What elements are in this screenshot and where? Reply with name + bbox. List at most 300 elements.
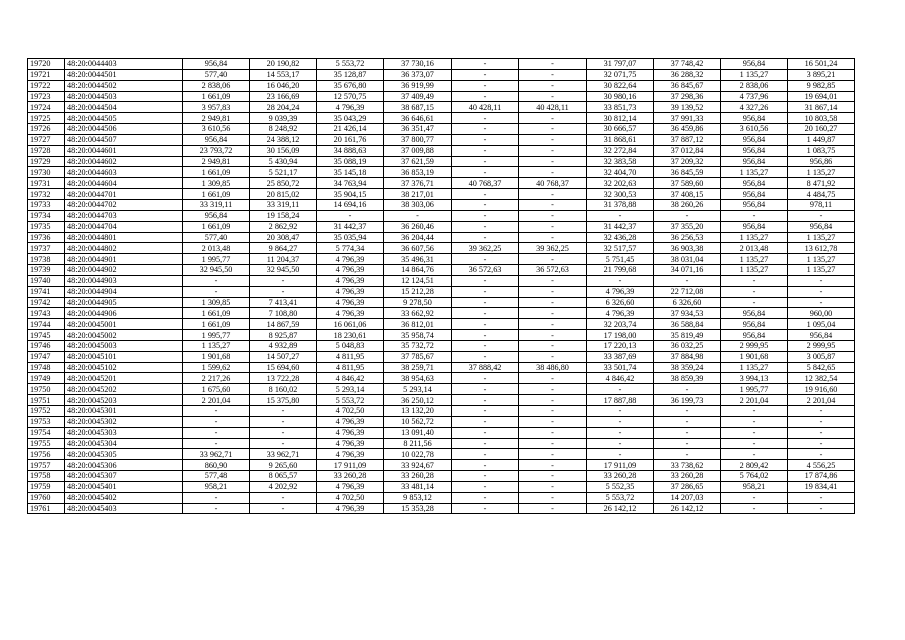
cell-value-2: - [250, 275, 317, 286]
cell-value-3: 4 796,39 [317, 297, 384, 308]
cell-value-6: - [519, 330, 587, 341]
cell-value-8: 36 199,73 [654, 395, 721, 406]
cell-cadastral-number: 48:20:0045302 [65, 416, 183, 427]
cell-value-2: 13 722,28 [250, 373, 317, 384]
cell-value-6: - [519, 80, 587, 91]
cell-value-4: 15 212,28 [384, 286, 452, 297]
cell-value-6: - [519, 460, 587, 471]
cell-value-4: 35 732,72 [384, 340, 452, 351]
cell-value-5: - [452, 210, 519, 221]
cell-value-8: 36 459,86 [654, 124, 721, 135]
table-row [28, 243, 855, 254]
cell-value-2: 8 248,92 [250, 124, 317, 135]
cell-cadastral-number: 48:20:0044901 [65, 254, 183, 265]
cell-value-1: - [183, 416, 250, 427]
cell-value-10: 4 556,25 [788, 460, 855, 471]
cell-value-5: - [452, 460, 519, 471]
cell-value-8: 22 712,08 [654, 286, 721, 297]
cell-value-5: - [452, 438, 519, 449]
cell-value-7: - [587, 438, 654, 449]
cell-row-number: 19758 [28, 471, 65, 482]
table-row [28, 406, 855, 417]
cell-value-2: - [250, 438, 317, 449]
cell-value-10: 2 201,04 [788, 395, 855, 406]
cell-value-7: 4 846,42 [587, 373, 654, 384]
cell-value-5: - [452, 503, 519, 514]
cell-value-8: 37 286,65 [654, 481, 721, 492]
cell-value-6: - [519, 59, 587, 70]
cell-value-6: 40 428,11 [519, 102, 587, 113]
cell-cadastral-number: 48:20:0044505 [65, 113, 183, 124]
cell-value-6: - [519, 124, 587, 135]
cell-row-number: 19732 [28, 189, 65, 200]
cell-value-10: 3 005,87 [788, 351, 855, 362]
cell-value-7: 31 797,07 [587, 59, 654, 70]
cell-value-1: 1 599,62 [183, 362, 250, 373]
cell-value-4: - [384, 210, 452, 221]
cell-row-number: 19740 [28, 275, 65, 286]
cell-value-8: 37 934,53 [654, 308, 721, 319]
cell-value-5: - [452, 286, 519, 297]
cell-value-5: - [452, 59, 519, 70]
cell-cadastral-number: 48:20:0044602 [65, 156, 183, 167]
cell-value-2: 25 850,72 [250, 178, 317, 189]
cell-cadastral-number: 48:20:0044601 [65, 145, 183, 156]
cell-value-3: 4 796,39 [317, 416, 384, 427]
cell-value-4: 10 022,78 [384, 449, 452, 460]
cell-value-3: 35 904,15 [317, 189, 384, 200]
cell-value-9: 956,84 [721, 134, 788, 145]
table-row [28, 384, 855, 395]
cell-value-4: 8 211,56 [384, 438, 452, 449]
cell-row-number: 19755 [28, 438, 65, 449]
cell-row-number: 19749 [28, 373, 65, 384]
cell-value-7: - [587, 275, 654, 286]
cell-value-5: - [452, 69, 519, 80]
cell-value-3: 5 048,83 [317, 340, 384, 351]
cell-value-8: 37 589,60 [654, 178, 721, 189]
cell-value-9: - [721, 286, 788, 297]
cell-value-6: - [519, 145, 587, 156]
cell-value-1: 1 309,85 [183, 178, 250, 189]
cell-value-8: - [654, 449, 721, 460]
cell-value-8: 35 819,49 [654, 330, 721, 341]
table-row [28, 330, 855, 341]
cell-value-8: - [654, 406, 721, 417]
cell-value-9: 956,84 [721, 59, 788, 70]
cell-value-7: 5 751,45 [587, 254, 654, 265]
cell-value-6: - [519, 275, 587, 286]
cell-value-8: 36 588,84 [654, 319, 721, 330]
cell-row-number: 19723 [28, 91, 65, 102]
cell-value-4: 37 409,49 [384, 91, 452, 102]
cell-value-2: 33 319,11 [250, 199, 317, 210]
cell-value-9: - [721, 297, 788, 308]
cell-value-6: - [519, 340, 587, 351]
cell-cadastral-number: 48:20:0044704 [65, 221, 183, 232]
cell-value-9: 2 201,04 [721, 395, 788, 406]
table-row [28, 145, 855, 156]
cell-value-8: 14 207,03 [654, 492, 721, 503]
cell-value-7: 31 442,37 [587, 221, 654, 232]
cell-value-7: 33 387,69 [587, 351, 654, 362]
cell-value-3: 4 796,39 [317, 254, 384, 265]
cell-value-4: 14 864,76 [384, 265, 452, 276]
cell-value-1: 2 838,06 [183, 80, 250, 91]
cell-value-4: 33 924,67 [384, 460, 452, 471]
cell-value-10: 31 867,14 [788, 102, 855, 113]
cell-value-3: 4 796,39 [317, 427, 384, 438]
cell-value-1: - [183, 275, 250, 286]
cell-value-9: - [721, 210, 788, 221]
table-row [28, 438, 855, 449]
cell-value-7: 32 436,28 [587, 232, 654, 243]
cell-cadastral-number: 48:20:0044801 [65, 232, 183, 243]
cell-value-4: 36 919,99 [384, 80, 452, 91]
cell-value-5: - [452, 319, 519, 330]
cell-value-8: 37 209,32 [654, 156, 721, 167]
cell-value-2: 4 202,92 [250, 481, 317, 492]
cell-value-6: - [519, 319, 587, 330]
cell-value-4: 36 204,44 [384, 232, 452, 243]
cell-value-1: 2 013,48 [183, 243, 250, 254]
cell-value-10: - [788, 492, 855, 503]
cell-cadastral-number: 48:20:0044503 [65, 91, 183, 102]
cell-value-2: 14 553,17 [250, 69, 317, 80]
cell-value-6: - [519, 189, 587, 200]
cell-value-1: 1 661,09 [183, 189, 250, 200]
cell-value-2: - [250, 503, 317, 514]
cell-value-6: - [519, 232, 587, 243]
cell-value-5: - [452, 416, 519, 427]
cell-value-7: - [587, 416, 654, 427]
cell-value-3: 34 763,94 [317, 178, 384, 189]
cell-value-2: 20 308,47 [250, 232, 317, 243]
cell-value-8: 36 032,25 [654, 340, 721, 351]
cell-value-8: - [654, 427, 721, 438]
cell-row-number: 19726 [28, 124, 65, 135]
cell-cadastral-number: 48:20:0045102 [65, 362, 183, 373]
cell-value-9: 1 135,27 [721, 167, 788, 178]
cell-value-2: 9 864,27 [250, 243, 317, 254]
cell-value-3: 35 088,19 [317, 156, 384, 167]
cell-cadastral-number: 48:20:0044703 [65, 210, 183, 221]
cell-value-3: 4 796,39 [317, 449, 384, 460]
cell-value-6: - [519, 221, 587, 232]
cell-value-7: - [587, 427, 654, 438]
cell-value-1: 33 319,11 [183, 199, 250, 210]
table-row [28, 427, 855, 438]
cell-value-1: 1 661,09 [183, 308, 250, 319]
cell-value-8: - [654, 438, 721, 449]
cell-value-9: - [721, 406, 788, 417]
cell-cadastral-number: 48:20:0044604 [65, 178, 183, 189]
cell-value-5: 36 572,63 [452, 265, 519, 276]
cell-value-8: 38 031,04 [654, 254, 721, 265]
cell-value-2: - [250, 427, 317, 438]
cell-value-10: 17 874,86 [788, 471, 855, 482]
cell-value-5: - [452, 406, 519, 417]
cell-row-number: 19747 [28, 351, 65, 362]
cell-value-4: 38 259,71 [384, 362, 452, 373]
cell-value-9: 1 135,27 [721, 232, 788, 243]
cell-value-5: - [452, 308, 519, 319]
cell-value-2: 28 204,24 [250, 102, 317, 113]
cell-value-7: 17 220,13 [587, 340, 654, 351]
cell-value-7: 31 378,88 [587, 199, 654, 210]
cell-value-8: 37 887,12 [654, 134, 721, 145]
cell-value-8: 37 355,20 [654, 221, 721, 232]
cell-value-6: - [519, 395, 587, 406]
cell-row-number: 19733 [28, 199, 65, 210]
data-table [27, 58, 855, 514]
cell-value-7: 32 071,75 [587, 69, 654, 80]
cell-value-9: 4 327,26 [721, 102, 788, 113]
cell-value-9: 956,84 [721, 145, 788, 156]
cell-value-1: - [183, 503, 250, 514]
cell-value-10: 3 895,21 [788, 69, 855, 80]
cell-cadastral-number: 48:20:0044502 [65, 80, 183, 91]
cell-value-2: 4 932,89 [250, 340, 317, 351]
cell-value-5: 37 888,42 [452, 362, 519, 373]
cell-value-1: - [183, 406, 250, 417]
cell-row-number: 19743 [28, 308, 65, 319]
cell-value-5: - [452, 145, 519, 156]
cell-value-1: 860,90 [183, 460, 250, 471]
cell-cadastral-number: 48:20:0044501 [65, 69, 183, 80]
cell-value-7: - [587, 406, 654, 417]
cell-value-7: 30 980,16 [587, 91, 654, 102]
cell-value-6: - [519, 427, 587, 438]
cell-value-10: 1 135,27 [788, 167, 855, 178]
cell-row-number: 19722 [28, 80, 65, 91]
cell-value-2: 20 815,02 [250, 189, 317, 200]
cell-row-number: 19754 [28, 427, 65, 438]
cell-row-number: 19745 [28, 330, 65, 341]
cell-value-2: 14 507,27 [250, 351, 317, 362]
cell-value-3: 5 293,14 [317, 384, 384, 395]
cell-value-8: - [654, 384, 721, 395]
cell-row-number: 19724 [28, 102, 65, 113]
cell-value-3: 35 035,94 [317, 232, 384, 243]
table-row [28, 69, 855, 80]
cell-value-6: - [519, 406, 587, 417]
cell-value-1: 1 995,77 [183, 254, 250, 265]
cell-value-7: 21 799,68 [587, 265, 654, 276]
cell-value-9: - [721, 503, 788, 514]
cell-value-7: 26 142,12 [587, 503, 654, 514]
cell-value-7: 32 272,84 [587, 145, 654, 156]
cell-value-5: - [452, 492, 519, 503]
cell-value-2: 15 375,80 [250, 395, 317, 406]
cell-value-7: 33 851,73 [587, 102, 654, 113]
cell-value-5: - [452, 471, 519, 482]
cell-value-10: 956,84 [788, 221, 855, 232]
cell-value-10: 13 612,78 [788, 243, 855, 254]
cell-value-6: - [519, 492, 587, 503]
cell-value-3: 4 796,39 [317, 275, 384, 286]
cell-value-1: 956,84 [183, 210, 250, 221]
cell-value-10: 5 842,65 [788, 362, 855, 373]
cell-value-7: 30 822,64 [587, 80, 654, 91]
cell-value-7: 32 383,58 [587, 156, 654, 167]
table-row [28, 373, 855, 384]
cell-value-4: 37 800,77 [384, 134, 452, 145]
table-row [28, 59, 855, 70]
cell-value-6: - [519, 91, 587, 102]
table-row [28, 156, 855, 167]
table-row [28, 178, 855, 189]
cell-value-5: - [452, 395, 519, 406]
cell-value-5: - [452, 167, 519, 178]
cell-row-number: 19742 [28, 297, 65, 308]
cell-value-8: 26 142,12 [654, 503, 721, 514]
cell-row-number: 19760 [28, 492, 65, 503]
cell-value-6: 38 486,80 [519, 362, 587, 373]
cell-row-number: 19721 [28, 69, 65, 80]
cell-value-3: 31 442,37 [317, 221, 384, 232]
cell-value-3: 4 796,39 [317, 286, 384, 297]
cell-row-number: 19725 [28, 113, 65, 124]
cell-row-number: 19728 [28, 145, 65, 156]
table-row [28, 286, 855, 297]
cell-value-1: 3 610,56 [183, 124, 250, 135]
cell-value-4: 38 217,01 [384, 189, 452, 200]
cell-value-4: 10 562,72 [384, 416, 452, 427]
cell-value-10: 19 916,60 [788, 384, 855, 395]
cell-value-9: 1 995,77 [721, 384, 788, 395]
cell-value-6: - [519, 471, 587, 482]
table-row [28, 167, 855, 178]
cell-value-5: 40 768,37 [452, 178, 519, 189]
cell-cadastral-number: 48:20:0045202 [65, 384, 183, 395]
table-row [28, 471, 855, 482]
cell-value-4: 9 853,12 [384, 492, 452, 503]
cell-value-8: 37 748,42 [654, 59, 721, 70]
table-row [28, 124, 855, 135]
cell-value-7: - [587, 210, 654, 221]
cell-value-1: 577,40 [183, 232, 250, 243]
cell-value-6: - [519, 297, 587, 308]
cell-cadastral-number: 48:20:0044702 [65, 199, 183, 210]
cell-cadastral-number: 48:20:0044603 [65, 167, 183, 178]
cell-value-3: 5 774,34 [317, 243, 384, 254]
cell-value-1: 1 309,85 [183, 297, 250, 308]
cell-value-5: - [452, 254, 519, 265]
cell-value-5: - [452, 189, 519, 200]
table-row [28, 351, 855, 362]
cell-value-6: - [519, 113, 587, 124]
table-row [28, 134, 855, 145]
cell-value-4: 33 481,14 [384, 481, 452, 492]
cell-value-1: 956,84 [183, 134, 250, 145]
cell-row-number: 19750 [28, 384, 65, 395]
cell-value-3: 4 811,95 [317, 351, 384, 362]
cell-value-4: 38 687,15 [384, 102, 452, 113]
cell-value-10: 4 484,75 [788, 189, 855, 200]
cell-value-4: 38 303,06 [384, 199, 452, 210]
cell-value-5: - [452, 199, 519, 210]
cell-value-9: 956,84 [721, 189, 788, 200]
cell-value-4: 36 607,56 [384, 243, 452, 254]
cell-value-4: 13 091,40 [384, 427, 452, 438]
cell-value-9: 1 135,27 [721, 265, 788, 276]
table-row [28, 102, 855, 113]
cell-value-9: 956,84 [721, 178, 788, 189]
cell-value-9: 956,84 [721, 308, 788, 319]
cell-value-8: 37 298,36 [654, 91, 721, 102]
cell-value-9: 3 610,56 [721, 124, 788, 135]
cell-row-number: 19727 [28, 134, 65, 145]
cell-value-7: - [587, 384, 654, 395]
cell-value-8: 33 738,62 [654, 460, 721, 471]
cell-cadastral-number: 48:20:0044904 [65, 286, 183, 297]
cell-value-6: - [519, 438, 587, 449]
cell-cadastral-number: 48:20:0045307 [65, 471, 183, 482]
cell-value-4: 33 662,92 [384, 308, 452, 319]
cell-value-7: 17 198,00 [587, 330, 654, 341]
cell-value-2: 30 156,09 [250, 145, 317, 156]
cell-value-1: 956,84 [183, 59, 250, 70]
cell-value-1: 32 945,50 [183, 265, 250, 276]
cell-value-6: 39 362,25 [519, 243, 587, 254]
cell-value-6: - [519, 373, 587, 384]
cell-row-number: 19751 [28, 395, 65, 406]
cell-value-10: 20 160,27 [788, 124, 855, 135]
table-row [28, 297, 855, 308]
cell-row-number: 19753 [28, 416, 65, 427]
cell-value-4: 37 009,88 [384, 145, 452, 156]
cell-value-3: 18 230,61 [317, 330, 384, 341]
cell-value-1: 1 135,27 [183, 340, 250, 351]
cell-value-2: 11 204,37 [250, 254, 317, 265]
cell-value-5: - [452, 113, 519, 124]
cell-value-3: 4 796,39 [317, 481, 384, 492]
cell-value-3: 4 796,39 [317, 265, 384, 276]
cell-value-3: 35 145,18 [317, 167, 384, 178]
cell-row-number: 19761 [28, 503, 65, 514]
cell-value-4: 33 260,28 [384, 471, 452, 482]
cell-value-7: 30 812,14 [587, 113, 654, 124]
cell-value-4: 15 353,28 [384, 503, 452, 514]
table-row [28, 492, 855, 503]
cell-value-2: - [250, 286, 317, 297]
cell-value-6: - [519, 481, 587, 492]
table-row [28, 189, 855, 200]
cell-value-3: 5 553,72 [317, 59, 384, 70]
cell-value-6: - [519, 449, 587, 460]
cell-value-10: 9 982,85 [788, 80, 855, 91]
cell-value-10: 19 834,41 [788, 481, 855, 492]
table-row [28, 254, 855, 265]
cell-value-5: - [452, 80, 519, 91]
cell-value-5: - [452, 373, 519, 384]
cell-row-number: 19746 [28, 340, 65, 351]
cell-value-2: 8 160,02 [250, 384, 317, 395]
cell-value-8: 33 260,28 [654, 471, 721, 482]
cell-cadastral-number: 48:20:0045303 [65, 427, 183, 438]
table-row [28, 308, 855, 319]
cell-value-10: 12 382,54 [788, 373, 855, 384]
cell-value-7: 5 552,35 [587, 481, 654, 492]
cell-value-9: 956,84 [721, 199, 788, 210]
cell-value-7: 32 517,57 [587, 243, 654, 254]
cell-value-9: 958,21 [721, 481, 788, 492]
cell-value-1: 2 949,81 [183, 113, 250, 124]
cell-value-9: 956,84 [721, 221, 788, 232]
cell-value-1: 23 793,72 [183, 145, 250, 156]
cell-value-4: 37 730,16 [384, 59, 452, 70]
